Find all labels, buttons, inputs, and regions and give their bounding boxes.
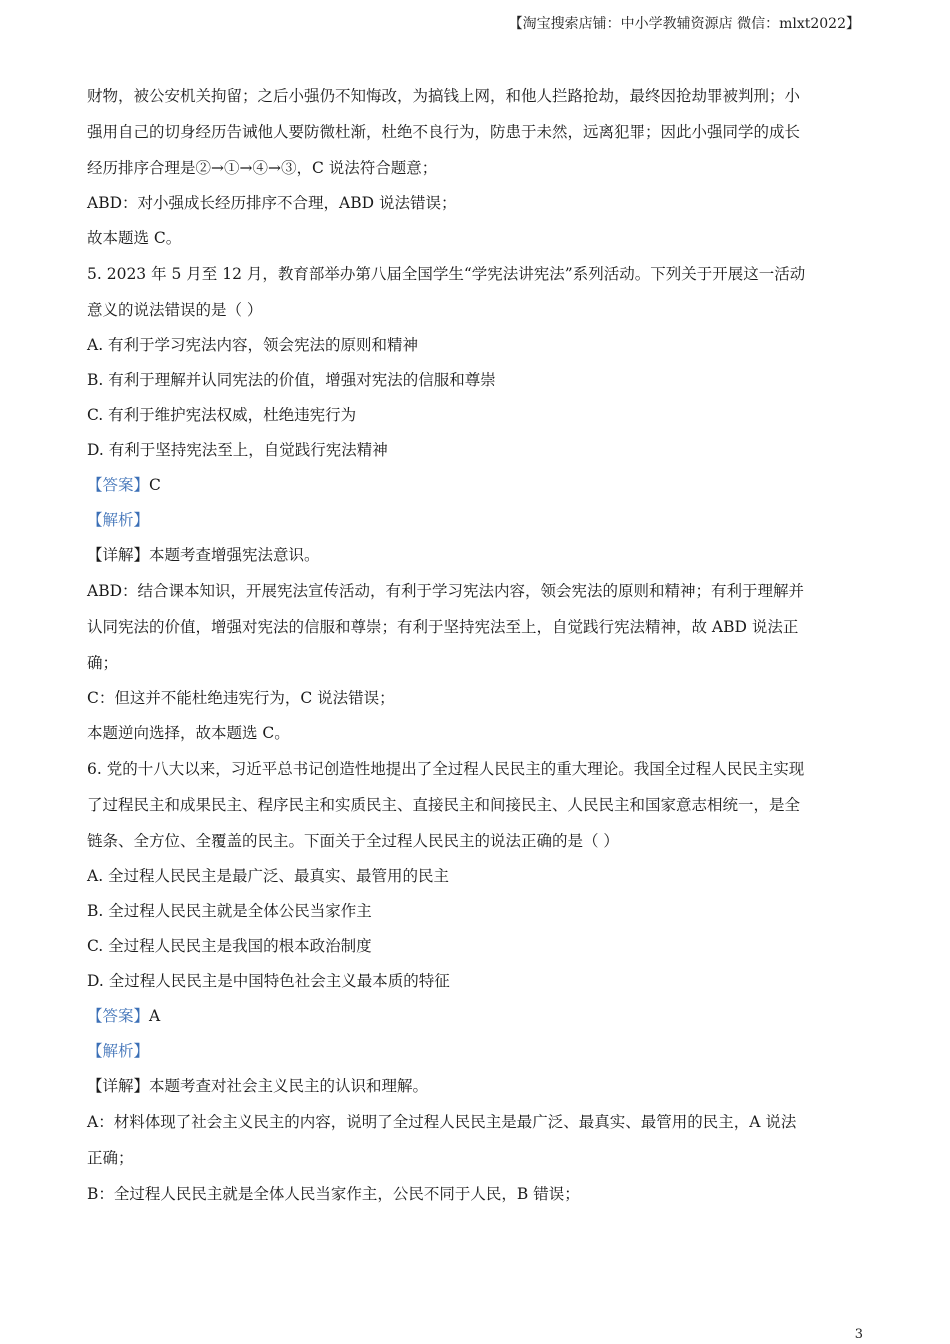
question-5-analysis-tag: 【解析】: [87, 511, 150, 529]
body-line: 强用自己的切身经历告诫他人要防微杜渐，杜绝不良行为，防患于未然，远离犯罪；因此小强同学的成长: [87, 123, 801, 141]
question-5-explanation: ABD：结合课本知识，开展宪法宣传活动，有利于学习宪法内容，领会宪法的原则和精神；有利于理解并: [87, 582, 805, 600]
question-5-explanation: C：但这并不能杜绝违宪行为，C 说法错误；: [87, 689, 395, 707]
body-line: 经历排序合理是②→①→④→③，C 说法符合题意；: [87, 159, 438, 177]
answer-value: C: [149, 476, 161, 494]
question-6-detail: 【详解】本题考查对社会主义民主的认识和理解。: [87, 1077, 429, 1095]
question-5-answer: [87, 468, 863, 503]
document-body: [87, 78, 863, 1212]
question-6-explanation: A：材料体现了社会主义民主的内容，说明了全过程人民民主是最广泛、最真实、最管用的民主，A 说法: [87, 1113, 797, 1131]
answer-tag: 【答案】: [87, 1007, 150, 1025]
question-5-option-a: A. 有利于学习宪法内容，领会宪法的原则和精神: [87, 336, 419, 354]
question-6-option-b: B. 全过程人民民主就是全体公民当家作主: [87, 902, 372, 920]
question-6-explanation: 正确；: [87, 1149, 134, 1167]
question-6-option-a: A. 全过程人民民主是最广泛、最真实、最管用的民主: [87, 867, 450, 885]
body-line: 财物，被公安机关拘留；之后小强仍不知悔改，为搞钱上网，和他人拦路抢劫，最终因抢劫罪被判刑；小: [87, 87, 801, 105]
question-5-option-b: B. 有利于理解并认同宪法的价值，增强对宪法的信服和尊崇: [87, 371, 496, 389]
question-5-option-c: C. 有利于维护宪法权威，杜绝违宪行为: [87, 406, 357, 424]
question-6-option-c: C. 全过程人民民主是我国的根本政治制度: [87, 937, 372, 955]
question-6-answer: [87, 999, 863, 1034]
question-6-stem: 6. 党的十八大以来，习近平总书记创造性地提出了全过程人民民主的重大理论。我国全过程人民民主实现: [87, 760, 805, 778]
question-6-analysis-tag: 【解析】: [87, 1042, 150, 1060]
question-5-option-d: D. 有利于坚持宪法至上，自觉践行宪法精神: [87, 441, 388, 459]
answer-value: A: [149, 1007, 161, 1025]
question-5-stem: 5. 2023 年 5 月至 12 月，教育部举办第八届全国学生“学宪法讲宪法”系列活动。下列关于开展这一活动: [87, 265, 806, 283]
question-5-explanation: 确；: [87, 654, 119, 672]
body-line: ABD：对小强成长经历排序不合理，ABD 说法错误；: [87, 194, 457, 212]
question-5-detail: 【详解】本题考查增强宪法意识。: [87, 546, 320, 564]
question-6-option-d: D. 全过程人民民主是中国特色社会主义最本质的特征: [87, 972, 450, 990]
page-number: 3: [854, 1327, 863, 1342]
question-5-stem: 意义的说法错误的是（ ）: [87, 301, 263, 319]
question-6-explanation: B：全过程人民民主就是全体人民当家作主，公民不同于人民，B 错误；: [87, 1185, 580, 1203]
question-5-explanation: 认同宪法的价值，增强对宪法的信服和尊崇；有利于坚持宪法至上，自觉践行宪法精神，故 ABD 说法正: [87, 618, 799, 636]
question-6-stem: 了过程民主和成果民主、程序民主和实质民主、直接民主和间接民主、人民民主和国家意志相统一，是全: [87, 796, 801, 814]
page-header: 【淘宝搜索店铺：中小学教辅资源店 微信：mlxt2022】: [508, 16, 860, 32]
question-6-stem: 链条、全方位、全覆盖的民主。下面关于全过程人民民主的说法正确的是（ ）: [87, 832, 619, 850]
answer-tag: 【答案】: [87, 476, 150, 494]
body-line: 故本题选 C。: [87, 229, 182, 247]
question-5-explanation: 本题逆向选择，故本题选 C。: [87, 724, 290, 742]
